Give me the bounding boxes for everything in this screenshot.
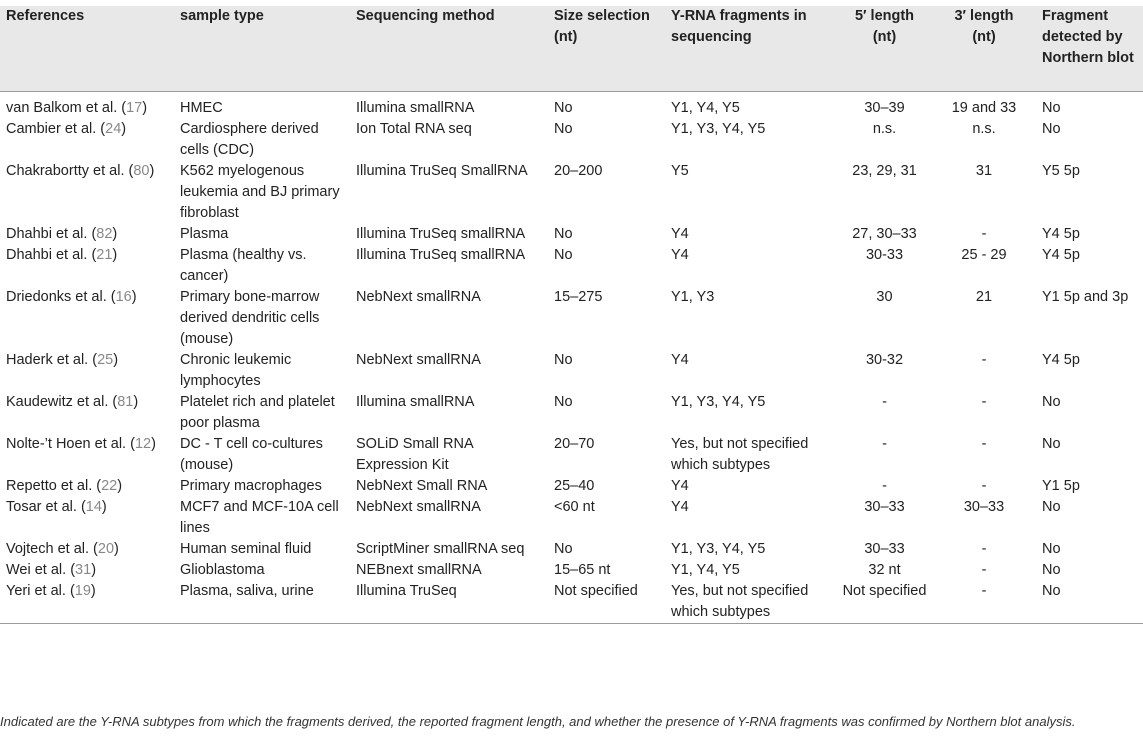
reference-authors: Haderk et al. xyxy=(6,352,89,368)
cell-size-selection: <60 nt xyxy=(554,499,595,515)
cell-sample-type: Primary bone-marrow derived dendritic cells (mouse) xyxy=(180,289,320,347)
reference-number: 17 xyxy=(126,100,143,116)
reference-authors: Yeri et al. xyxy=(6,583,66,599)
cell-reference: Wei et al. (31) xyxy=(6,562,97,578)
cell-reference: Dhahbi et al. (21) xyxy=(6,247,118,263)
cell-five-prime-length: 30–33 xyxy=(864,541,905,557)
cell-size-selection: 15–65 nt xyxy=(554,562,611,578)
reference-number: 20 xyxy=(97,541,115,557)
table-row xyxy=(0,92,1143,120)
reference-number: 82 xyxy=(96,226,113,242)
cell-sequencing-method: Illumina TruSeq xyxy=(356,583,457,599)
cell-fragments: Y4 xyxy=(671,352,689,368)
cell-fragments: Y1, Y3 xyxy=(671,289,715,305)
reference-number: 24 xyxy=(105,121,122,137)
cell-sample-type: Plasma (healthy vs. cancer) xyxy=(180,247,307,284)
cell-five-prime-length: Not specified xyxy=(842,583,927,599)
table-row xyxy=(0,392,1143,434)
cell-sample-type: HMEC xyxy=(180,100,223,116)
cell-three-prime-length: 30–33 xyxy=(963,499,1005,515)
header-three-prime-length: 3′ length (nt) xyxy=(954,8,1014,45)
y-rna-studies-table xyxy=(0,6,1143,624)
cell-northern-blot: No xyxy=(1042,562,1061,578)
cell-size-selection: 20–200 xyxy=(554,163,603,179)
cell-sample-type: Chronic leukemic lymphocytes xyxy=(180,352,292,389)
cell-northern-blot: Y1 5p and 3p xyxy=(1042,289,1129,305)
cell-three-prime-length: - xyxy=(981,394,987,410)
reference-authors: Kaudewitz et al. xyxy=(6,394,109,410)
cell-northern-blot: Y1 5p xyxy=(1042,478,1080,494)
cell-sample-type: Plasma xyxy=(180,226,229,242)
cell-fragments: Y1, Y4, Y5 xyxy=(671,562,740,578)
cell-three-prime-length: - xyxy=(981,478,987,494)
reference-number: 80 xyxy=(133,163,150,179)
table-row xyxy=(0,119,1143,161)
cell-sequencing-method: Illumina TruSeq smallRNA xyxy=(356,247,526,263)
cell-reference: Dhahbi et al. (82) xyxy=(6,226,118,242)
reference-authors: Repetto et al. xyxy=(6,478,93,494)
cell-fragments: Y5 xyxy=(671,163,689,179)
cell-reference: Chakrabortty et al. (80) xyxy=(6,163,155,179)
table-row xyxy=(0,224,1143,245)
reference-number: 19 xyxy=(74,583,91,599)
cell-five-prime-length: 30–33 xyxy=(864,499,905,515)
cell-northern-blot: Y4 5p xyxy=(1042,247,1080,263)
cell-northern-blot: Y5 5p xyxy=(1042,163,1080,179)
reference-number: 21 xyxy=(96,247,113,263)
reference-number: 81 xyxy=(117,394,134,410)
cell-reference: Repetto et al. (22) xyxy=(6,478,123,494)
cell-size-selection: 20–70 xyxy=(554,436,595,452)
reference-number: 22 xyxy=(101,478,118,494)
cell-size-selection: No xyxy=(554,100,573,116)
cell-reference: Driedonks et al. (16) xyxy=(6,289,137,305)
cell-reference: Kaudewitz et al. (81) xyxy=(6,394,139,410)
table-header xyxy=(0,6,1143,92)
reference-authors: Chakrabortty et al. xyxy=(6,163,125,179)
reference-number: 12 xyxy=(134,436,152,452)
reference-authors: Tosar et al. xyxy=(6,499,77,515)
cell-size-selection: No xyxy=(554,121,573,137)
cell-northern-blot: No xyxy=(1042,436,1061,452)
cell-fragments: Y4 xyxy=(671,226,689,242)
cell-size-selection: No xyxy=(554,541,573,557)
cell-sample-type: Human seminal fluid xyxy=(180,541,312,557)
header-references: References xyxy=(6,8,85,24)
cell-five-prime-length: - xyxy=(882,394,887,410)
reference-number: 16 xyxy=(115,289,132,305)
cell-sequencing-method: Illumina TruSeq smallRNA xyxy=(356,226,526,242)
cell-five-prime-length: 30-32 xyxy=(865,352,904,368)
cell-five-prime-length: 30-33 xyxy=(865,247,904,263)
table-body xyxy=(0,92,1143,624)
cell-fragments: Y1, Y4, Y5 xyxy=(671,100,740,116)
header-sequencing-method: Sequencing method xyxy=(356,8,495,24)
cell-three-prime-length: - xyxy=(981,226,987,242)
cell-three-prime-length: 19 and 33 xyxy=(951,100,1017,116)
cell-reference: Haderk et al. (25) xyxy=(6,352,119,368)
cell-fragments: Y4 xyxy=(671,478,689,494)
cell-sample-type: Primary macrophages xyxy=(180,478,322,494)
reference-authors: Cambier et al. xyxy=(6,121,97,137)
cell-three-prime-length: 31 xyxy=(975,163,993,179)
cell-reference: Cambier et al. (24) xyxy=(6,121,127,137)
cell-five-prime-length: - xyxy=(882,436,887,452)
reference-authors: Wei et al. xyxy=(6,562,67,578)
cell-northern-blot: No xyxy=(1042,499,1061,515)
reference-authors: van Balkom et al. xyxy=(6,100,118,116)
cell-sample-type: Glioblastoma xyxy=(180,562,265,578)
cell-size-selection: Not specified xyxy=(554,583,638,599)
cell-sequencing-method: NEBnext smallRNA xyxy=(356,562,482,578)
reference-authors: Vojtech et al. xyxy=(6,541,90,557)
cell-three-prime-length: 25 - 29 xyxy=(961,247,1007,263)
table-footnote: Indicated are the Y-RNA subtypes from which the fragments derived, the reported fragment length, and whether the presence of Y-RNA fragments was confirmed by Northern blot analysis. xyxy=(0,714,1076,729)
cell-reference: Nolte-’t Hoen et al. (12) xyxy=(6,436,156,452)
cell-reference: van Balkom et al. (17) xyxy=(6,100,148,116)
cell-sequencing-method: NebNext Small RNA xyxy=(356,478,488,494)
cell-reference: Tosar et al. (14) xyxy=(6,499,107,515)
cell-three-prime-length: - xyxy=(981,583,987,599)
cell-northern-blot: No xyxy=(1042,121,1061,137)
cell-sample-type: DC - T cell co-cultures (mouse) xyxy=(180,436,323,473)
cell-sample-type: K562 myelogenous leukemia and BJ primary fibroblast xyxy=(180,163,340,221)
cell-sequencing-method: NebNext smallRNA xyxy=(356,499,481,515)
cell-sequencing-method: Ion Total RNA seq xyxy=(356,121,472,137)
cell-size-selection: 15–275 xyxy=(554,289,603,305)
cell-northern-blot: No xyxy=(1042,100,1061,116)
header-sample-type: sample type xyxy=(180,8,264,24)
cell-sequencing-method: Illumina smallRNA xyxy=(356,394,475,410)
cell-fragments: Y4 xyxy=(671,247,689,263)
cell-fragments: Yes, but not specified which subtypes xyxy=(671,583,809,620)
cell-three-prime-length: n.s. xyxy=(972,121,996,137)
cell-reference: Yeri et al. (19) xyxy=(6,583,96,599)
cell-sample-type: Plasma, saliva, urine xyxy=(180,583,314,599)
cell-sample-type: Cardiosphere derived cells (CDC) xyxy=(180,121,319,158)
cell-reference: Vojtech et al. (20) xyxy=(6,541,119,557)
cell-northern-blot: Y4 5p xyxy=(1042,226,1080,242)
cell-three-prime-length: - xyxy=(981,562,987,578)
cell-northern-blot: No xyxy=(1042,541,1061,557)
reference-authors: Driedonks et al. xyxy=(6,289,107,305)
cell-sample-type: MCF7 and MCF-10A cell lines xyxy=(180,499,339,536)
cell-fragments: Y1, Y3, Y4, Y5 xyxy=(671,394,766,410)
cell-size-selection: 25–40 xyxy=(554,478,595,494)
reference-authors: Nolte-’t Hoen et al. xyxy=(6,436,127,452)
table-row xyxy=(0,539,1143,560)
cell-northern-blot: No xyxy=(1042,583,1061,599)
table-row xyxy=(0,245,1143,287)
cell-sequencing-method: NebNext smallRNA xyxy=(356,352,481,368)
header-northern-blot: Fragment detected by Northern blot xyxy=(1042,8,1134,66)
cell-three-prime-length: 21 xyxy=(975,289,993,305)
header-five-prime-length: 5′ length (nt) xyxy=(854,8,915,45)
cell-five-prime-length: - xyxy=(882,478,887,494)
cell-five-prime-length: 32 nt xyxy=(868,562,901,578)
table-row xyxy=(0,560,1143,581)
table-row xyxy=(0,287,1143,350)
cell-five-prime-length: n.s. xyxy=(872,121,897,137)
cell-fragments: Yes, but not specified which subtypes xyxy=(671,436,809,473)
table-row xyxy=(0,581,1143,624)
cell-fragments: Y1, Y3, Y4, Y5 xyxy=(671,121,766,137)
reference-number: 14 xyxy=(85,499,102,515)
cell-five-prime-length: 27, 30–33 xyxy=(852,226,917,242)
cell-five-prime-length: 30 xyxy=(876,289,893,305)
header-size-selection: Size selection (nt) xyxy=(554,8,650,45)
table-row xyxy=(0,350,1143,392)
cell-sequencing-method: Illumina TruSeq SmallRNA xyxy=(356,163,528,179)
reference-number: 25 xyxy=(97,352,114,368)
cell-three-prime-length: - xyxy=(981,436,987,452)
cell-northern-blot: No xyxy=(1042,394,1061,410)
cell-size-selection: No xyxy=(554,247,573,263)
cell-size-selection: No xyxy=(554,352,573,368)
table-row xyxy=(0,476,1143,497)
cell-five-prime-length: 30–39 xyxy=(864,100,905,116)
cell-sequencing-method: NebNext smallRNA xyxy=(356,289,481,305)
cell-three-prime-length: - xyxy=(981,541,987,557)
cell-size-selection: No xyxy=(554,394,573,410)
cell-three-prime-length: - xyxy=(981,352,987,368)
cell-fragments: Y1, Y3, Y4, Y5 xyxy=(671,541,766,557)
table-row xyxy=(0,161,1143,224)
reference-authors: Dhahbi et al. xyxy=(6,226,88,242)
table-row xyxy=(0,434,1143,476)
table-row xyxy=(0,497,1143,539)
cell-sample-type: Platelet rich and platelet poor plasma xyxy=(180,394,335,431)
cell-northern-blot: Y4 5p xyxy=(1042,352,1080,368)
cell-sequencing-method: SOLiD Small RNA Expression Kit xyxy=(356,436,473,473)
reference-authors: Dhahbi et al. xyxy=(6,247,88,263)
header-row xyxy=(0,6,1143,92)
header-fragments: Y-RNA fragments in sequencing xyxy=(671,8,807,45)
reference-number: 31 xyxy=(75,562,92,578)
cell-size-selection: No xyxy=(554,226,573,242)
cell-five-prime-length: 23, 29, 31 xyxy=(852,163,917,179)
cell-sequencing-method: ScriptMiner smallRNA seq xyxy=(356,541,525,557)
cell-fragments: Y4 xyxy=(671,499,689,515)
cell-sequencing-method: Illumina smallRNA xyxy=(356,100,475,116)
